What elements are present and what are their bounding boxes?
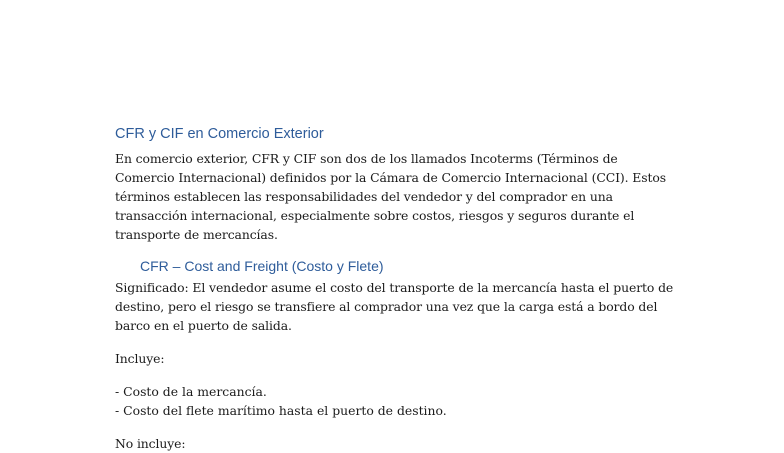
- excludes-label: No incluye:: [115, 436, 186, 451]
- list-item: - Costo de la mercancía.: [115, 384, 267, 399]
- includes-label: Incluye:: [115, 351, 165, 366]
- document-title: CFR y CIF en Comercio Exterior: [115, 126, 324, 142]
- cfr-meaning-paragraph: Significado: El vendedor asume el costo del transporte de la mercancía hasta el puerto de destino, pero el riesgo se transfiere al comprador una vez que la carga está a bordo del barco en el puerto de salida.: [115, 280, 674, 333]
- includes-list: [115, 382, 675, 420]
- section-heading-cfr: CFR – Cost and Freight (Costo y Flete): [140, 258, 384, 274]
- document-body: [115, 125, 675, 453]
- intro-paragraph: En comercio exterior, CFR y CIF son dos de los llamados Incoterms (Términos de Comercio Internacional) definidos por la Cámara de Comercio Internacional (CCI). Estos términos establecen las responsabilidades del vendedor y del comprador en una transacción internacional, especialmente sobre costos, riesgos y seguros durante el transporte de mercancías.: [115, 151, 666, 242]
- list-item: - Costo del flete marítimo hasta el puerto de destino.: [115, 403, 447, 418]
